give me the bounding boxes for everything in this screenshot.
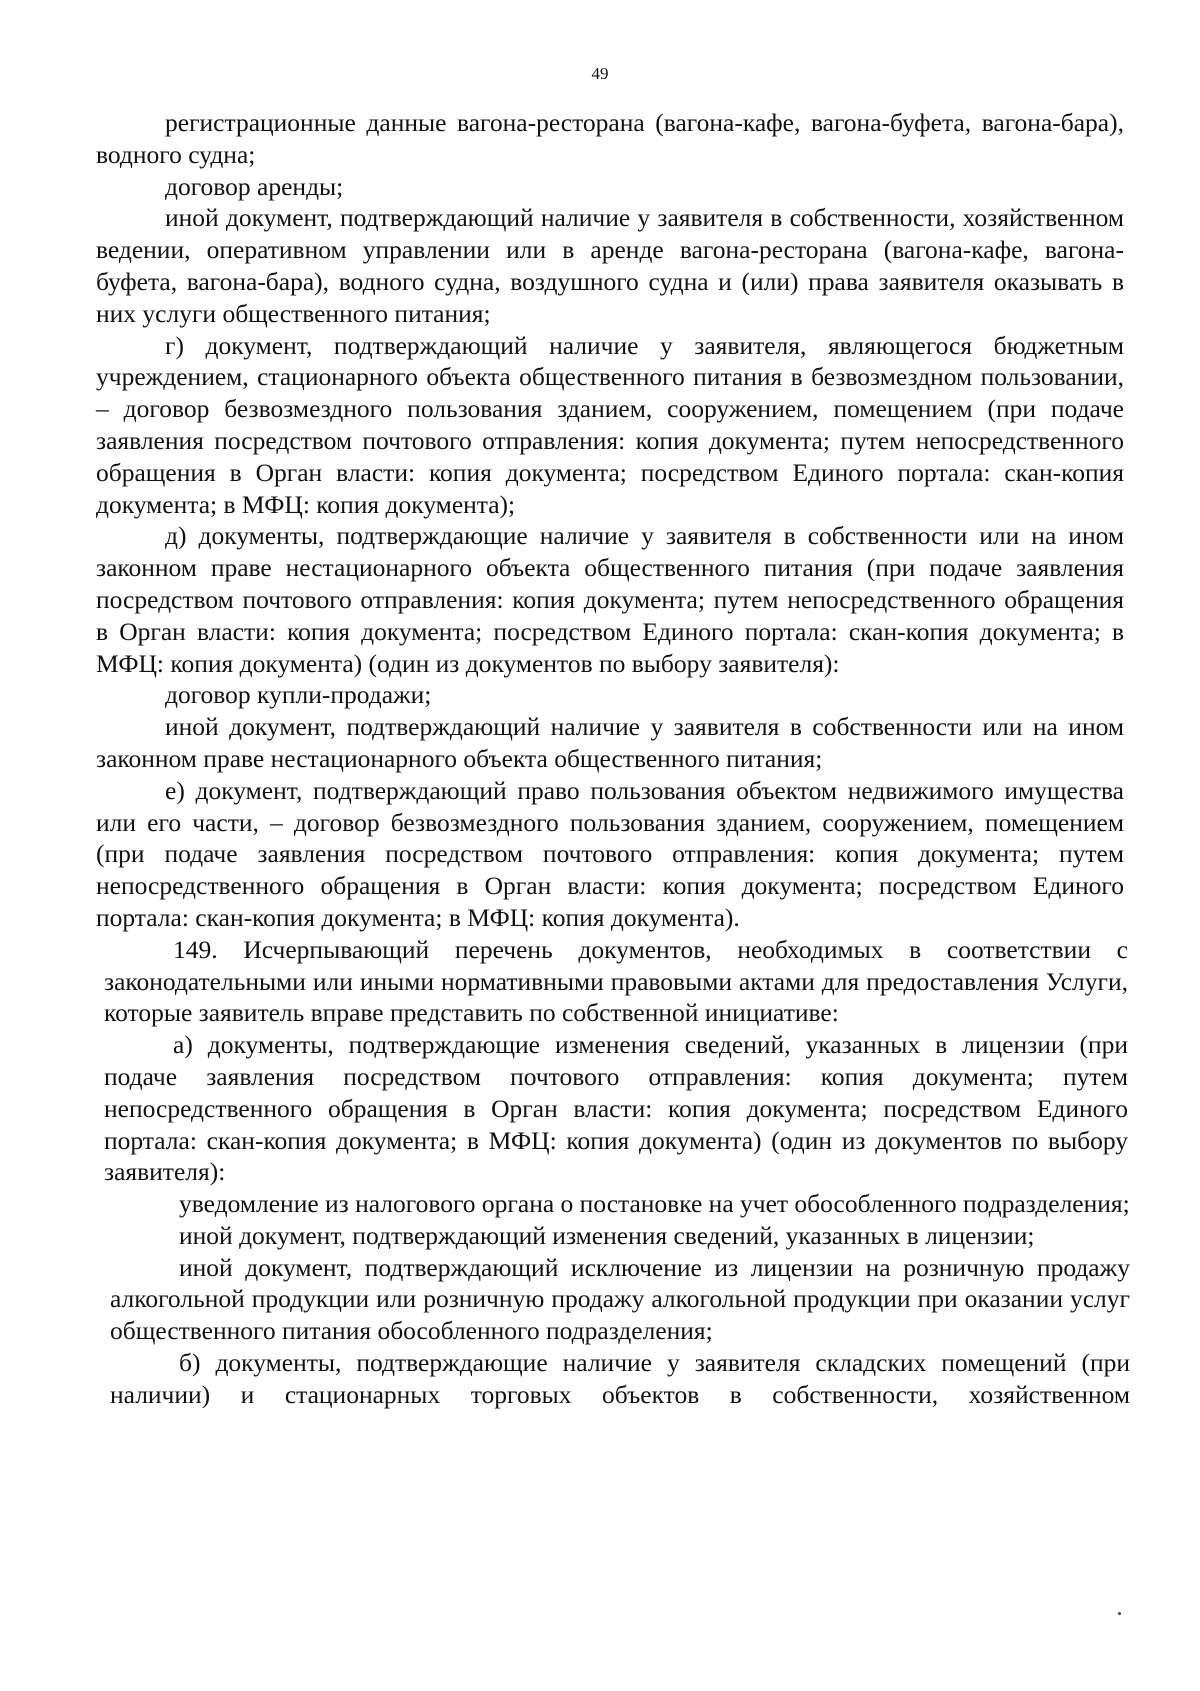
paragraph: а) документы, подтверждающие изменения сведений, указанных в лицензии (при подаче заявления посредством почтового отправления: копия документа; путем непосредственного обращения в Орган власти: копия документа; посредством Единого портала: скан-копия документа; в МФЦ: копия документа) (один из документов по выбору заявителя): [104, 1030, 1128, 1187]
paragraph: регистрационные данные вагона-ресторана (вагона-кафе, вагона-буфета, вагона-бара), водного судна; [96, 108, 1124, 169]
scan-speck [1118, 1612, 1121, 1615]
paragraph: иной документ, подтверждающий изменения сведений, указанных в лицензии; [179, 1220, 1035, 1250]
paragraph: иной документ, подтверждающий исключение из лицензии на розничную продажу алкогольной продукции или розничную продажу алкогольной продукции при оказании услуг общественного питания обособленного подразделения; [110, 1252, 1130, 1346]
paragraph: иной документ, подтверждающий наличие у заявителя в собственности или на ином законном праве нестационарного объекта общественного питания; [96, 712, 1124, 773]
paragraph: уведомление из налогового органа о постановке на учет обособленного подразделения; [179, 1189, 1130, 1219]
paragraph: иной документ, подтверждающий наличие у заявителя в собственности, хозяйственном ведении, оперативном управлении или в аренде вагона-ресторана (вагона-кафе, вагона-буфета, вагона-бара), водного судна, воздушного судна и (или) права заявителя оказывать в них услуги общественного питания; [96, 203, 1124, 328]
paragraph: д) документы, подтверждающие наличие у заявителя в собственности или на ином законном праве нестационарного объекта общественного питания (при подаче заявления посредством почтового отправления: копия документа; путем непосредственного обращения в Орган власти: копия документа; посредством Единого портала: скан-копия документа; в МФЦ: копия документа) (один из документов по выбору заявителя): [96, 521, 1124, 678]
paragraph: е) документ, подтверждающий право пользования объектом недвижимого имущества или его части, – договор безвозмездного пользования зданием, сооружением, помещением (при подаче заявления посредством почтового отправления: копия документа; путем непосредственного обращения в Орган власти: копия документа; посредством Единого портала: скан-копия документа; в МФЦ: копия документа). [96, 775, 1124, 932]
document-body [0, 107, 1200, 1411]
paragraph: договор купли-продажи; [165, 680, 432, 710]
paragraph: б) документы, подтверждающие наличие у заявителя складских помещений (при наличии) и стационарных торговых объектов в собственности, хозяйственном [110, 1348, 1130, 1409]
paragraph: г) документ, подтверждающий наличие у заявителя, являющегося бюджетным учреждением, стационарного объекта общественного питания в безвозмездном пользовании, – договор безвозмездного пользования зданием, сооружением, помещением (при подаче заявления посредством почтового отправления: копия документа; путем непосредственного обращения в Орган власти: копия документа; посредством Единого портала: скан-копия документа; в МФЦ: копия документа); [96, 330, 1124, 519]
paragraph: 149. Исчерпывающий перечень документов, необходимых в соответствии с законодательными или иными нормативными правовыми актами для предоставления Услуги, которые заявитель вправе представить по собственной инициативе: [104, 934, 1128, 1028]
paragraph: договор аренды; [165, 171, 344, 201]
page-number: 49 [591, 64, 609, 83]
